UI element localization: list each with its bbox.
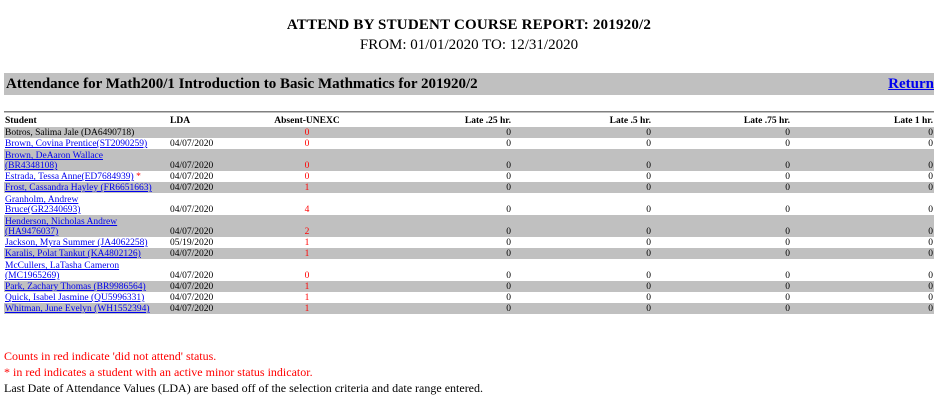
header-absent-unexc: Absent-UNEXC — [274, 116, 340, 126]
lda-cell: 05/19/2020 — [170, 238, 214, 248]
student-name-link[interactable] — [5, 282, 146, 292]
late-1-cell: 0 — [928, 238, 933, 248]
table-row — [4, 193, 934, 215]
late-25-cell: 0 — [506, 271, 511, 281]
student-name-line1: Frost, Cassandra Hayley (FR6651663) — [5, 183, 152, 193]
report-header — [0, 16, 938, 54]
late-5-cell: 0 — [646, 172, 651, 182]
lda-cell: 04/07/2020 — [169, 149, 241, 171]
student-cell — [4, 171, 169, 182]
note-red-counts: Counts in red indicate 'did not attend' status. — [4, 349, 217, 363]
late-1-cell: 0 — [791, 182, 934, 193]
divider — [4, 111, 934, 113]
late-25-cell: 0 — [373, 215, 512, 237]
table-row — [4, 149, 934, 171]
header-late-1: Late 1 hr. — [894, 116, 933, 126]
lda-cell: 04/07/2020 — [170, 293, 214, 303]
course-title: Attendance for Math200/1 Introduction to Basic Mathmatics for 201920/2 — [6, 76, 478, 92]
late-75-cell: 0 — [652, 215, 791, 237]
late-5-cell: 0 — [646, 293, 651, 303]
student-name-link[interactable] — [5, 249, 141, 259]
late-25-cell: 0 — [506, 293, 511, 303]
late-75-cell: 0 — [785, 238, 790, 248]
late-75-cell: 0 — [785, 172, 790, 182]
absent-unexc-cell: 1 — [304, 293, 310, 303]
late-75-cell: 0 — [785, 139, 790, 149]
lda-cell: 04/07/2020 — [169, 303, 241, 314]
absent-unexc-cell: 0 — [304, 271, 310, 281]
late-25-cell: 0 — [373, 127, 512, 138]
report-date-range: FROM: 01/01/2020 TO: 12/31/2020 — [359, 37, 579, 53]
absent-unexc-cell: 0 — [241, 127, 373, 138]
late-5-cell: 0 — [646, 238, 651, 248]
student-name-line1: Quick, Isabel Jasmine (QU5996331) — [5, 293, 145, 303]
note-red-star: * in red indicates a student with an active minor status indicator. — [4, 365, 313, 379]
table-header-row — [4, 116, 934, 127]
late-5-cell: 0 — [512, 182, 652, 193]
table-row — [4, 292, 934, 303]
late-1-cell: 0 — [928, 139, 933, 149]
table-row — [4, 259, 934, 281]
lda-cell: 04/07/2020 — [170, 271, 214, 281]
student-name-line2: Bruce(GR2340693) — [5, 205, 81, 215]
student-name-line1: Estrada, Tessa Anne(ED7684939) — [5, 172, 134, 182]
student-cell — [4, 127, 169, 138]
table-row — [4, 215, 934, 237]
absent-unexc-cell: 0 — [304, 139, 310, 149]
student-cell — [4, 193, 169, 215]
late-5-cell: 0 — [512, 303, 652, 314]
student-name-link[interactable] — [5, 172, 134, 182]
student-name-link[interactable] — [5, 139, 147, 149]
table-row — [4, 237, 934, 248]
student-cell — [4, 281, 169, 292]
student-name-line2: (BR4348108) — [5, 161, 58, 171]
student-name — [5, 128, 134, 138]
lda-cell — [169, 127, 241, 138]
student-name-link[interactable] — [5, 183, 152, 193]
late-75-cell: 0 — [652, 149, 791, 171]
late-75-cell: 0 — [652, 127, 791, 138]
student-name-line1: Jackson, Myra Summer (JA4062258) — [5, 238, 148, 248]
student-name-line1: Granholm, Andrew — [5, 195, 79, 205]
absent-unexc-cell: 1 — [304, 238, 310, 248]
absent-unexc-cell: 2 — [241, 215, 373, 237]
attendance-table — [4, 116, 934, 314]
late-25-cell: 0 — [373, 149, 512, 171]
student-name-line1: Park, Zachary Thomas (BR9986564) — [5, 282, 146, 292]
student-name-link[interactable] — [5, 238, 147, 248]
late-5-cell: 0 — [646, 271, 651, 281]
lda-cell: 04/07/2020 — [170, 205, 214, 215]
late-1-cell: 0 — [791, 281, 934, 292]
late-1-cell: 0 — [928, 271, 933, 281]
late-1-cell: 0 — [791, 248, 934, 259]
student-cell — [4, 303, 169, 314]
absent-unexc-cell: 1 — [241, 248, 373, 259]
lda-cell: 04/07/2020 — [170, 139, 214, 149]
absent-unexc-cell: 1 — [241, 281, 373, 292]
absent-unexc-cell: 1 — [241, 303, 373, 314]
student-cell — [4, 149, 169, 171]
student-name-line1: McCullers, LaTasha Cameron — [5, 261, 120, 271]
header-late-25: Late .25 hr. — [464, 116, 511, 126]
late-1-cell: 0 — [928, 293, 933, 303]
late-5-cell: 0 — [512, 127, 652, 138]
table-body — [4, 127, 934, 314]
late-75-cell: 0 — [785, 205, 790, 215]
table-row — [4, 171, 934, 182]
header-late-75: Late .75 hr. — [743, 116, 790, 126]
late-1-cell: 0 — [791, 303, 934, 314]
late-75-cell: 0 — [785, 293, 790, 303]
student-name-link[interactable] — [5, 304, 150, 314]
student-cell — [4, 182, 169, 193]
student-name-line1: Whitman, June Evelyn (WH1552394) — [5, 304, 150, 314]
student-name-link[interactable] — [5, 151, 103, 171]
table-row — [4, 182, 934, 193]
student-name-line2: (MC1965269) — [5, 271, 60, 281]
lda-cell: 04/07/2020 — [169, 281, 241, 292]
student-cell — [4, 292, 169, 303]
table-row — [4, 303, 934, 314]
student-cell — [4, 138, 169, 149]
report-notes — [4, 348, 483, 396]
header-late-5: Late .5 hr. — [609, 116, 651, 126]
lda-cell: 04/07/2020 — [170, 172, 214, 182]
student-name-line1: Brown, DeAaron Wallace — [5, 151, 103, 161]
late-25-cell: 0 — [506, 238, 511, 248]
student-cell — [4, 259, 169, 281]
absent-unexc-cell: 0 — [304, 172, 310, 182]
late-1-cell: 0 — [928, 172, 933, 182]
late-5-cell: 0 — [646, 139, 651, 149]
absent-unexc-cell: 1 — [241, 182, 373, 193]
note-lda: Last Date of Attendance Values (LDA) are based off of the selection criteria and date range entered. — [4, 381, 484, 395]
lda-cell: 04/07/2020 — [169, 182, 241, 193]
late-5-cell: 0 — [512, 215, 652, 237]
late-25-cell: 0 — [506, 139, 511, 149]
student-name-line1: Brown, Covina Prentice(ST2090259) — [5, 139, 148, 149]
table-row — [4, 248, 934, 259]
late-25-cell: 0 — [373, 248, 512, 259]
minor-status-star: * — [136, 172, 141, 182]
return-link[interactable]: Return — [888, 76, 934, 92]
lda-cell: 04/07/2020 — [169, 248, 241, 259]
student-cell — [4, 248, 169, 259]
student-name-link[interactable] — [5, 293, 144, 303]
late-75-cell: 0 — [785, 271, 790, 281]
header-lda: LDA — [170, 116, 191, 126]
course-banner — [4, 73, 934, 95]
header-student: Student — [5, 116, 37, 126]
student-name-link[interactable] — [5, 261, 119, 281]
late-25-cell: 0 — [506, 172, 511, 182]
student-cell — [4, 237, 169, 248]
late-5-cell: 0 — [512, 149, 652, 171]
late-1-cell: 0 — [791, 127, 934, 138]
late-75-cell: 0 — [652, 182, 791, 193]
late-75-cell: 0 — [652, 281, 791, 292]
student-name-line1: Henderson, Nicholas Andrew — [5, 217, 118, 227]
student-name-link[interactable] — [5, 217, 117, 237]
late-5-cell: 0 — [512, 281, 652, 292]
student-name-line1: Karalis, Polat Tankut (KA4802126) — [5, 249, 141, 259]
absent-unexc-cell: 4 — [304, 205, 310, 215]
report-title: ATTEND BY STUDENT COURSE REPORT: 201920/2 — [286, 17, 652, 33]
lda-cell: 04/07/2020 — [169, 215, 241, 237]
table-row — [4, 127, 934, 138]
late-75-cell: 0 — [652, 303, 791, 314]
table-row — [4, 281, 934, 292]
late-1-cell: 0 — [791, 215, 934, 237]
late-75-cell: 0 — [652, 248, 791, 259]
late-5-cell: 0 — [512, 248, 652, 259]
late-5-cell: 0 — [646, 205, 651, 215]
student-name-line1: Botros, Salima Jale (DA6490718) — [5, 128, 135, 138]
student-name-link[interactable] — [5, 195, 80, 215]
late-1-cell: 0 — [928, 205, 933, 215]
late-25-cell: 0 — [373, 182, 512, 193]
late-25-cell: 0 — [506, 205, 511, 215]
late-25-cell: 0 — [373, 303, 512, 314]
student-cell — [4, 215, 169, 237]
absent-unexc-cell: 0 — [241, 149, 373, 171]
table-row — [4, 138, 934, 149]
student-name-line2: (HA9476037) — [5, 227, 59, 237]
late-1-cell: 0 — [791, 149, 934, 171]
late-25-cell: 0 — [373, 281, 512, 292]
